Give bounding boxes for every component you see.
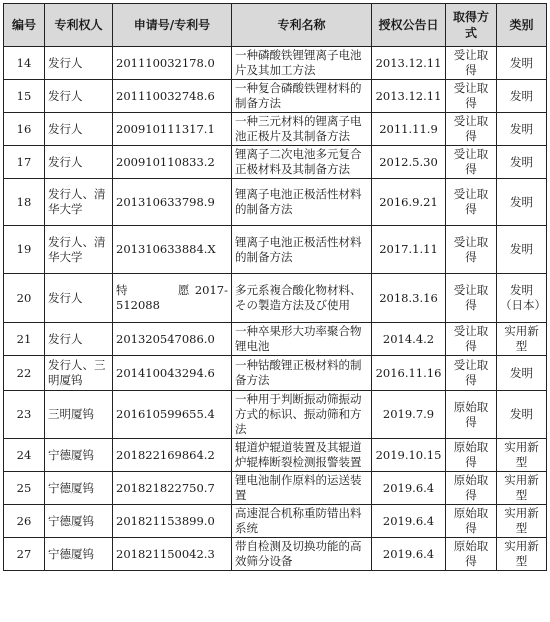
cell-method: 原始取得 — [446, 439, 497, 472]
cell-name: 带自检测及切换功能的高效筛分设备 — [232, 538, 372, 571]
cell-app-no: 201821822750.7 — [113, 472, 232, 505]
cell-name: 锂离子二次电池多元复合正极材料及其制备方法 — [232, 146, 372, 179]
cell-date: 2013.12.11 — [372, 80, 446, 113]
cell-no: 25 — [4, 472, 45, 505]
cell-method: 受让取得 — [446, 179, 497, 226]
cell-no: 15 — [4, 80, 45, 113]
cell-method: 受让取得 — [446, 323, 497, 356]
cell-method: 原始取得 — [446, 391, 497, 439]
cell-app-no: 200910110833.2 — [113, 146, 232, 179]
cell-name: 一种钴酸锂正极材料的制备方法 — [232, 356, 372, 391]
cell-owner: 宁德厦钨 — [45, 472, 113, 505]
cell-no: 20 — [4, 274, 45, 323]
cell-name: 一种三元材料的锂离子电池正极片及其制备方法 — [232, 113, 372, 146]
cell-app-no: 201310633884.X — [113, 226, 232, 274]
cell-app-no: 201821150042.3 — [113, 538, 232, 571]
cell-no: 18 — [4, 179, 45, 226]
cell-category: 实用新型 — [497, 323, 547, 356]
table-row — [4, 439, 547, 472]
cell-no: 14 — [4, 47, 45, 80]
cell-category: 发明 — [497, 391, 547, 439]
cell-date: 2016.11.16 — [372, 356, 446, 391]
table-row — [4, 274, 547, 323]
cell-method: 受让取得 — [446, 274, 497, 323]
cell-category: 发明 — [497, 179, 547, 226]
cell-category: 实用新型 — [497, 472, 547, 505]
table-row — [4, 113, 547, 146]
table-row — [4, 80, 547, 113]
cell-category: 发明 — [497, 146, 547, 179]
table-row — [4, 356, 547, 391]
cell-no: 23 — [4, 391, 45, 439]
cell-app-no: 201821153899.0 — [113, 505, 232, 538]
cell-date: 2016.9.21 — [372, 179, 446, 226]
cell-no: 24 — [4, 439, 45, 472]
cell-app-no: 201822169864.2 — [113, 439, 232, 472]
cell-owner: 发行人、清华大学 — [45, 179, 113, 226]
cell-category: 发明（日本） — [497, 274, 547, 323]
cell-method: 原始取得 — [446, 505, 497, 538]
table-header-row — [4, 4, 547, 47]
cell-app-no: 特 愿 2017-512088 — [113, 274, 232, 323]
cell-date: 2019.6.4 — [372, 472, 446, 505]
cell-name: 一种复合磷酸铁锂材料的制备方法 — [232, 80, 372, 113]
cell-no: 16 — [4, 113, 45, 146]
cell-date: 2013.12.11 — [372, 47, 446, 80]
header-owner: 专利权人 — [45, 4, 113, 47]
cell-no: 21 — [4, 323, 45, 356]
cell-owner: 发行人 — [45, 274, 113, 323]
cell-name: 高速混合机称重防错出料系统 — [232, 505, 372, 538]
cell-method: 受让取得 — [446, 47, 497, 80]
patent-table-container — [3, 3, 546, 571]
cell-category: 发明 — [497, 47, 547, 80]
cell-owner: 发行人、三明厦钨 — [45, 356, 113, 391]
cell-owner: 发行人 — [45, 113, 113, 146]
cell-method: 原始取得 — [446, 472, 497, 505]
header-category: 类别 — [497, 4, 547, 47]
header-method: 取得方式 — [446, 4, 497, 47]
cell-date: 2014.4.2 — [372, 323, 446, 356]
cell-name: 锂电池制作原料的运送装置 — [232, 472, 372, 505]
table-row — [4, 472, 547, 505]
table-row — [4, 226, 547, 274]
cell-category: 实用新型 — [497, 439, 547, 472]
cell-name: 一种用于判断振动筛振动方式的标识、振动筛和方法 — [232, 391, 372, 439]
cell-method: 受让取得 — [446, 226, 497, 274]
header-date: 授权公告日 — [372, 4, 446, 47]
table-row — [4, 146, 547, 179]
cell-category: 发明 — [497, 356, 547, 391]
cell-no: 27 — [4, 538, 45, 571]
cell-method: 受让取得 — [446, 146, 497, 179]
cell-no: 19 — [4, 226, 45, 274]
cell-app-no: 201310633798.9 — [113, 179, 232, 226]
cell-owner: 发行人 — [45, 323, 113, 356]
cell-method: 受让取得 — [446, 356, 497, 391]
cell-date: 2019.6.4 — [372, 538, 446, 571]
cell-name: 辊道炉辊道装置及其辊道炉辊棒断裂检测报警装置 — [232, 439, 372, 472]
cell-category: 实用新型 — [497, 538, 547, 571]
cell-name: 锂离子电池正极活性材料的制备方法 — [232, 226, 372, 274]
cell-category: 发明 — [497, 226, 547, 274]
cell-owner: 发行人 — [45, 146, 113, 179]
cell-name: 多元系複合酸化物材料、その製造方法及び使用 — [232, 274, 372, 323]
cell-no: 22 — [4, 356, 45, 391]
cell-method: 受让取得 — [446, 80, 497, 113]
cell-date: 2017.1.11 — [372, 226, 446, 274]
table-row — [4, 179, 547, 226]
table-row — [4, 391, 547, 439]
cell-method: 原始取得 — [446, 538, 497, 571]
cell-owner: 宁德厦钨 — [45, 538, 113, 571]
cell-date: 2019.6.4 — [372, 505, 446, 538]
cell-owner: 宁德厦钨 — [45, 505, 113, 538]
cell-no: 26 — [4, 505, 45, 538]
cell-app-no: 201110032178.0 — [113, 47, 232, 80]
header-name: 专利名称 — [232, 4, 372, 47]
table-row — [4, 505, 547, 538]
cell-date: 2018.3.16 — [372, 274, 446, 323]
cell-category: 实用新型 — [497, 505, 547, 538]
cell-app-no: 201320547086.0 — [113, 323, 232, 356]
table-body — [4, 47, 547, 571]
cell-owner: 发行人、清华大学 — [45, 226, 113, 274]
cell-no: 17 — [4, 146, 45, 179]
cell-date: 2019.10.15 — [372, 439, 446, 472]
table-row — [4, 47, 547, 80]
cell-app-no: 200910111317.1 — [113, 113, 232, 146]
cell-method: 受让取得 — [446, 113, 497, 146]
table-row — [4, 323, 547, 356]
cell-name: 一种磷酸铁锂锂离子电池片及其加工方法 — [232, 47, 372, 80]
patent-table — [3, 3, 547, 571]
cell-app-no: 201110032748.6 — [113, 80, 232, 113]
cell-owner: 宁德厦钨 — [45, 439, 113, 472]
cell-date: 2012.5.30 — [372, 146, 446, 179]
cell-owner: 三明厦钨 — [45, 391, 113, 439]
header-app-no: 申请号/专利号 — [113, 4, 232, 47]
cell-date: 2019.7.9 — [372, 391, 446, 439]
cell-category: 发明 — [497, 113, 547, 146]
cell-app-no: 201610599655.4 — [113, 391, 232, 439]
cell-owner: 发行人 — [45, 47, 113, 80]
cell-category: 发明 — [497, 80, 547, 113]
header-no: 编号 — [4, 4, 45, 47]
cell-name: 一种卒果形大功率聚合物锂电池 — [232, 323, 372, 356]
cell-app-no: 201410043294.6 — [113, 356, 232, 391]
cell-owner: 发行人 — [45, 80, 113, 113]
cell-name: 锂离子电池正极活性材料的制备方法 — [232, 179, 372, 226]
cell-date: 2011.11.9 — [372, 113, 446, 146]
table-row — [4, 538, 547, 571]
